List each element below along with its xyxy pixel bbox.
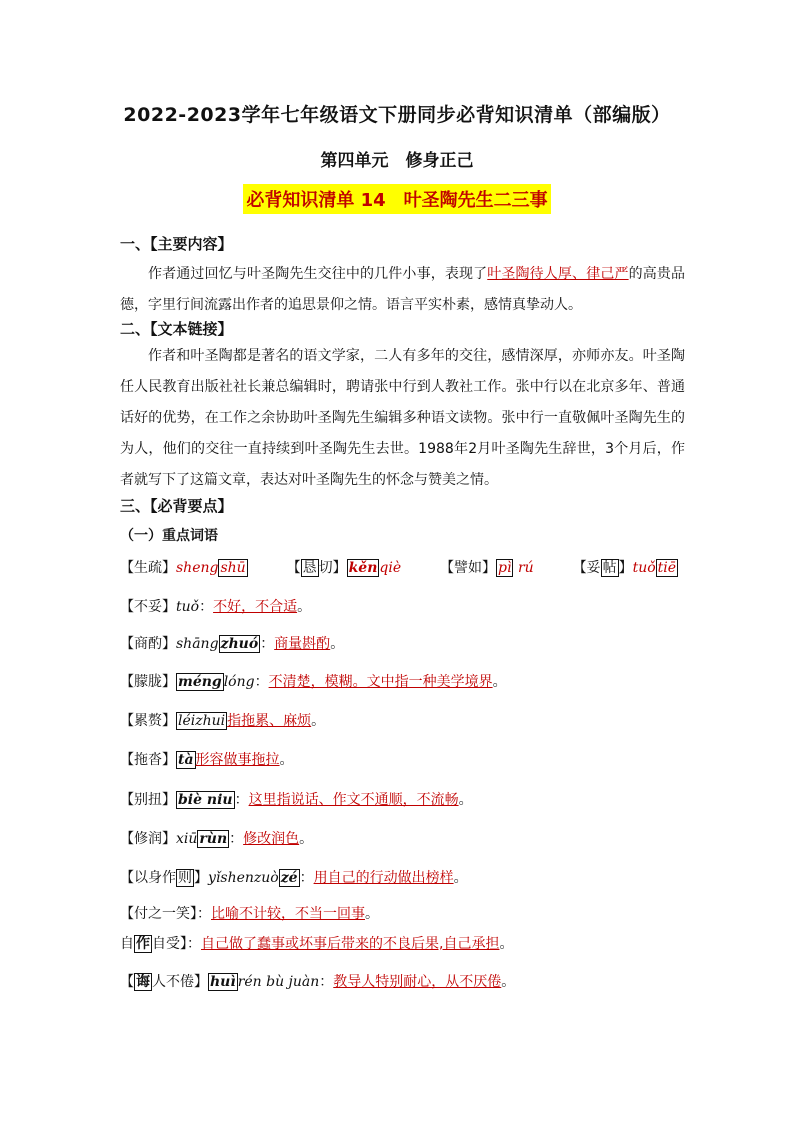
- period: 。: [365, 906, 379, 922]
- definition: 这里指说话、作文不通顺，不流畅: [248, 792, 459, 808]
- pinyin-boxed: pì: [498, 560, 512, 576]
- period: 。: [492, 674, 507, 690]
- vocab-word: 【: [286, 560, 301, 576]
- vocab-word: 切】: [318, 560, 347, 576]
- vocab-char-boxed: 作: [136, 936, 150, 952]
- vocab-word: 】: [194, 870, 208, 886]
- lesson-title-wrap: [0, 184, 794, 214]
- vocab-word: 【商酌】: [120, 636, 176, 652]
- vocab-row-5: [120, 710, 325, 730]
- section-heading-text-link: 二、【文本链接】: [120, 320, 233, 338]
- pinyin: tuǒ: [176, 599, 200, 615]
- vocab-row-6: [120, 749, 294, 769]
- vocab-word: 自: [120, 936, 134, 952]
- pinyin: lóng: [223, 674, 255, 690]
- separator: ：: [199, 599, 214, 615]
- pinyin: rú: [517, 560, 534, 576]
- vocab-word: 【生疏】: [120, 560, 176, 576]
- period: 。: [297, 599, 312, 615]
- period: 。: [499, 936, 514, 952]
- vocab-word: 【修润】: [120, 831, 176, 847]
- period: 。: [299, 831, 314, 847]
- vocab-word: 【譬如】: [440, 560, 497, 576]
- period: 。: [458, 792, 473, 808]
- pinyin-boxed: rùn: [199, 831, 228, 847]
- pinyin-boxed: léizhui: [178, 713, 226, 729]
- pinyin-boxed: kěn: [348, 560, 378, 576]
- pinyin-boxed: tiē: [657, 560, 677, 576]
- vocab-word: 【: [120, 974, 134, 990]
- vocab-row-11: [120, 933, 513, 953]
- vocab-word: 【累赘】: [120, 713, 176, 729]
- separator: ：: [299, 870, 314, 886]
- pinyin-boxed: biè niu: [178, 792, 233, 808]
- period: 。: [330, 636, 345, 652]
- vocab-row-12: [120, 971, 515, 991]
- vocab-word: 【付之一笑】: [120, 906, 197, 922]
- definition: 形容做事拖拉: [195, 752, 280, 768]
- vocab-word: 自受】: [152, 936, 187, 952]
- subsection-key-words: （一）重点词语: [120, 528, 218, 544]
- pinyin-boxed: méng: [178, 674, 222, 690]
- pinyin-boxed: zé: [280, 870, 298, 886]
- vocab-row-7: [120, 789, 473, 809]
- pinyin-boxed: shū: [220, 560, 246, 576]
- pinyin-boxed: huì: [210, 974, 236, 990]
- separator: ：: [197, 906, 211, 922]
- unit-title: 第四单元 修身正己: [320, 151, 474, 171]
- section-heading-main-content: 一、【主要内容】: [120, 235, 233, 253]
- separator: ：: [254, 674, 269, 690]
- pinyin: shāng: [176, 636, 219, 652]
- vocab-row-9: [120, 867, 468, 887]
- pinyin: xiū: [176, 831, 198, 847]
- lesson-title: 必背知识清单 14 叶圣陶先生二三事: [243, 184, 550, 214]
- main-content-text-a: 作者通过回忆与叶圣陶先生交往中的几件小事，表现了: [148, 266, 488, 282]
- doc-title: 2022-2023学年七年级语文下册同步必背知识清单（部编版）: [123, 104, 671, 126]
- main-content-paragraph: [120, 259, 685, 321]
- text-link-paragraph: 作者和叶圣陶都是著名的语文学家，二人有多年的交往，感情深厚，亦师亦友。叶圣陶任人民教育出版社社长兼总编辑时，聘请张中行到人教社工作。张中行以在北京多年、普通话好的优势，在工作之余协助叶圣陶先生编辑多种语文读物。张中行一直敬佩叶圣陶先生的为人，他们的交往一直持续到叶圣陶先生去世。1988年2月叶圣陶先生辞世，3个月后，作者就写下了这篇文章，表达对叶圣陶先生的怀念与赞美之情。: [120, 348, 685, 488]
- pinyin-boxed: tà: [178, 752, 194, 768]
- separator: ：: [319, 974, 334, 990]
- definition: 不清楚，模糊。文中指一种美学境界: [268, 674, 493, 690]
- vocab-row-2: [120, 596, 311, 616]
- separator: ：: [234, 792, 249, 808]
- definition: 教导人特别耐心，从不厌倦: [333, 974, 502, 990]
- period: 。: [279, 752, 294, 768]
- vocab-word: 【以身作: [120, 870, 176, 886]
- main-content-key-phrase: 叶圣陶待人厚、律己严: [487, 266, 629, 282]
- section-heading-key-points: 三、【必背要点】: [120, 497, 233, 515]
- pinyin: yǐshenzuò: [208, 870, 279, 886]
- vocab-word: 【朦胧】: [120, 674, 176, 690]
- vocab-char-boxed: 诲: [136, 974, 150, 990]
- definition: 用自己的行动做出榜样: [313, 870, 454, 886]
- vocab-word: 人不倦】: [152, 974, 208, 990]
- vocab-word: 】: [618, 560, 633, 576]
- definition: 修改润色: [243, 831, 300, 847]
- period: 。: [453, 870, 468, 886]
- vocab-row-3: [120, 633, 344, 653]
- definition: 比喻不计较，不当一回事: [211, 906, 365, 922]
- vocab-word: 【别扭】: [120, 792, 176, 808]
- definition: 商量斟酌: [274, 636, 331, 652]
- vocab-row-4: [120, 671, 507, 691]
- main-content-text-b: 的高贵品德，字里行间流露出作者的追思景仰之情。语言平实朴素，感情真挚动人。: [120, 266, 686, 313]
- vocab-char-boxed: 则: [178, 870, 192, 886]
- pinyin: tuǒ: [632, 560, 656, 576]
- pinyin: rén bù juàn: [237, 974, 320, 990]
- pinyin-boxed: zhuó: [220, 636, 259, 652]
- vocab-word: 【妥: [572, 560, 601, 576]
- separator: ：: [187, 936, 201, 952]
- vocab-word: 【拖沓】: [120, 752, 176, 768]
- vocab-row-10: [120, 903, 379, 923]
- vocab-char-boxed: 恳: [302, 560, 317, 576]
- vocab-row-1: [120, 557, 678, 577]
- separator: ：: [260, 636, 275, 652]
- pinyin: qiè: [379, 560, 402, 576]
- pinyin: sheng: [176, 560, 219, 576]
- vocab-word: 【不妥】: [120, 599, 176, 615]
- vocab-row-8: [120, 828, 313, 848]
- period: 。: [311, 713, 326, 729]
- definition: 指拖累、麻烦: [227, 713, 312, 729]
- definition: 自己做了蠢事或坏事后带来的不良后果,自己承担: [201, 936, 500, 952]
- period: 。: [501, 974, 516, 990]
- separator: ：: [229, 831, 244, 847]
- definition: 不好，不合适: [213, 599, 298, 615]
- vocab-char-boxed: 帖: [602, 560, 617, 576]
